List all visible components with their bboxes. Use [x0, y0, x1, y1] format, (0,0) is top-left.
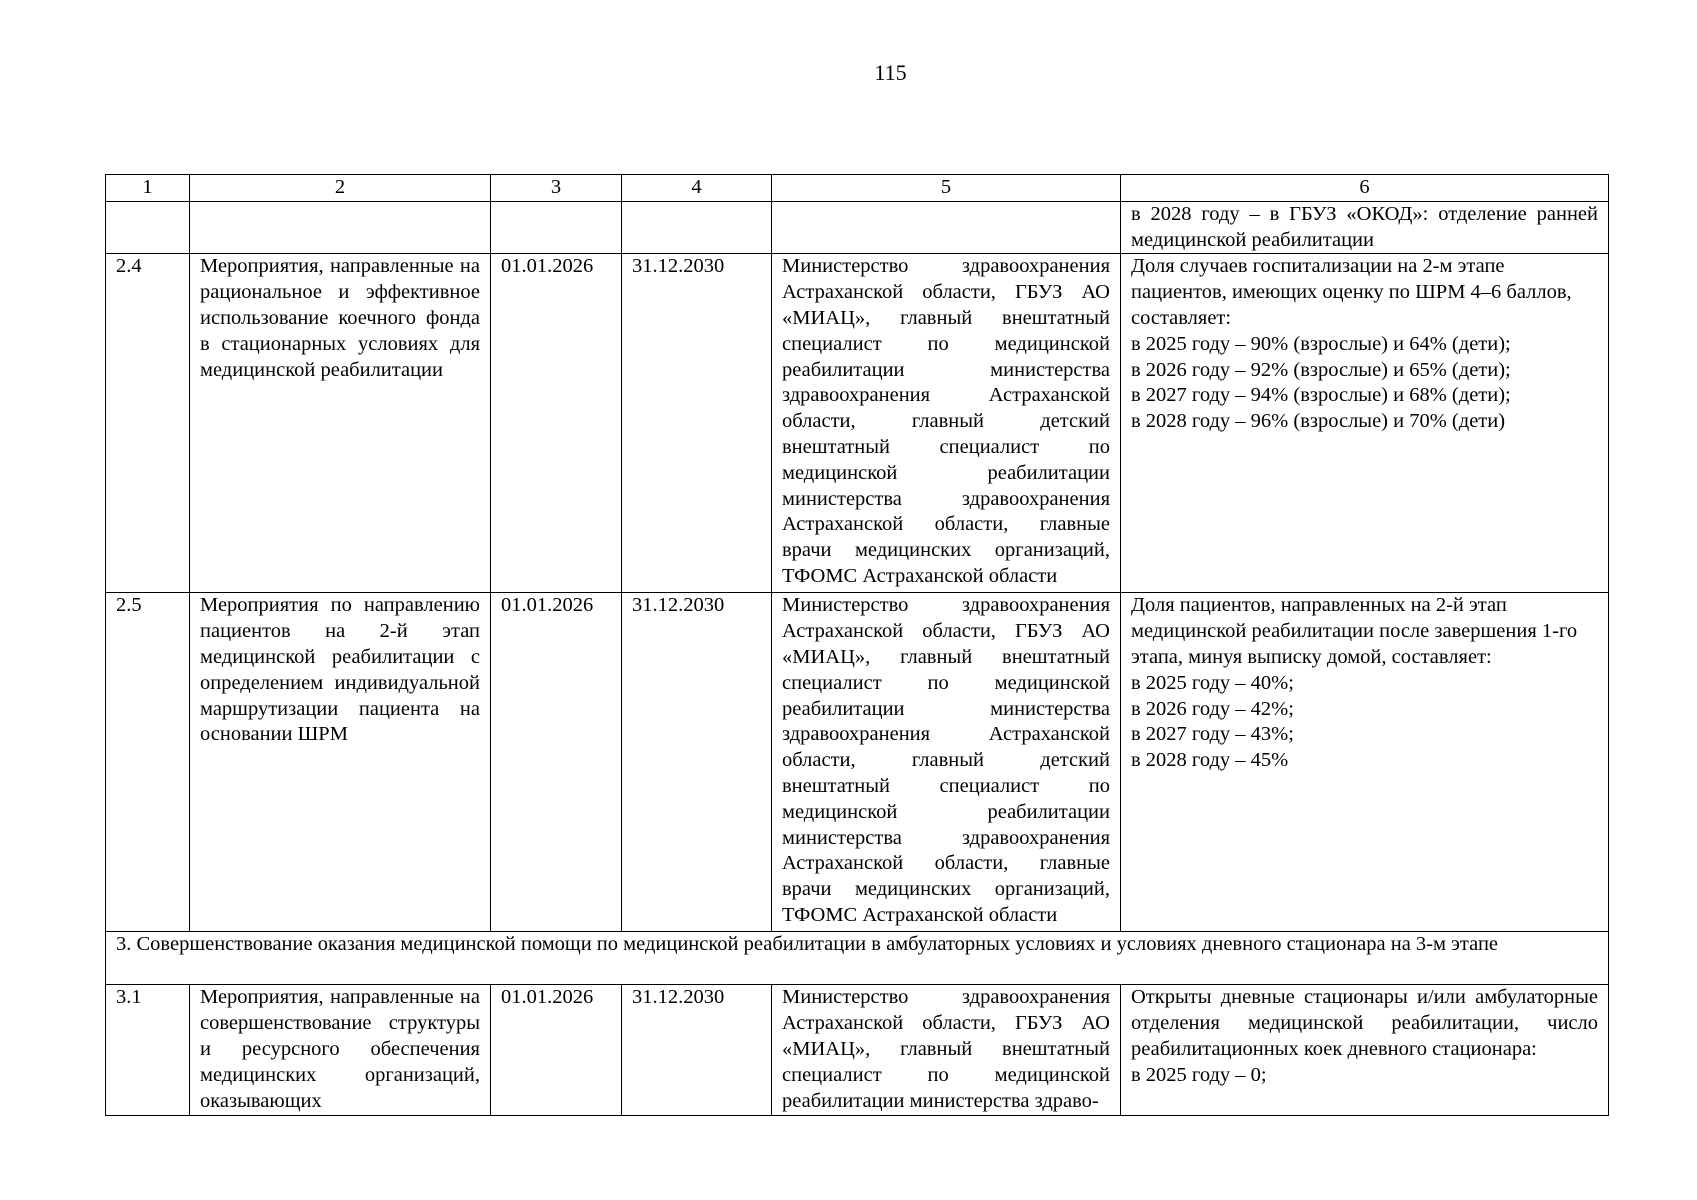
- row-result: Доля случаев госпитализации на 2-м этапе пациентов, имеющих оценку по ШРМ 4–6 баллов, составляет: в 2025 году – 90% (взрослые) и 64% (дети); в 2026 году – 92% (взрослые) и 65% (дети); в 2027 году – 94% (взрослые) и 68% (дети); в 2028 году – 96% (взрослые) и 70% (дети): [1121, 254, 1609, 593]
- row-event: Мероприятия, направленные на рациональное и эффективное использование коечного фонда в стационарных условиях для медицинской реабилитации: [190, 254, 491, 593]
- header-cell-4: 4: [622, 175, 772, 202]
- row-end-date: 31.12.2030: [622, 254, 772, 593]
- row-number: 2.5: [106, 593, 190, 932]
- row-result: Открыты дневные стационары и/или амбулаторные отделения медицинской реабилитации, число реабилитационных коек дневного стационара: в 2025 году – 0;: [1121, 985, 1609, 1116]
- continuation-result: в 2028 году – в ГБУЗ «ОКОД»: отделение ранней медицинской реабилитации: [1121, 201, 1609, 254]
- header-cell-2: 2: [190, 175, 491, 202]
- row-number: 3.1: [106, 985, 190, 1116]
- row-responsible: Министерство здравоохранения Астраханской области, ГБУЗ АО «МИАЦ», главный внештатный специалист по медицинской реабилитации министерства здравоохранения Астраханской области, главный детский внештатный специалист по медицинской реабилитации министерства здравоохранения Астраханской области, главные врачи медицинских организаций, ТФОМС Астраханской области: [772, 254, 1121, 593]
- row-number: 2.4: [106, 254, 190, 593]
- plan-table: [105, 174, 1609, 1116]
- row-end-date: 31.12.2030: [622, 985, 772, 1116]
- page-number: 115: [874, 60, 907, 85]
- row-responsible: Министерство здравоохранения Астраханской области, ГБУЗ АО «МИАЦ», главный внештатный специалист по медицинской реабилитации министерства здравоохранения Астраханской области, главный детский внештатный специалист по медицинской реабилитации министерства здравоохранения Астраханской области, главные врачи медицинских организаций, ТФОМС Астраханской области: [772, 593, 1121, 932]
- table-row: [106, 985, 1609, 1116]
- header-cell-1: 1: [106, 175, 190, 202]
- header-cell-3: 3: [491, 175, 622, 202]
- header-cell-5: 5: [772, 175, 1121, 202]
- row-start-date: 01.01.2026: [491, 985, 622, 1116]
- row-responsible: Министерство здравоохранения Астраханской области, ГБУЗ АО «МИАЦ», главный внештатный специалист по медицинской реабилитации министерства здраво-: [772, 985, 1121, 1116]
- header-cell-6: 6: [1121, 175, 1609, 202]
- row-end-date: 31.12.2030: [622, 593, 772, 932]
- table-row: [106, 593, 1609, 932]
- row-event: Мероприятия по направлению пациентов на 2-й этап медицинской реабилитации с определением индивидуальной маршрутизации пациента на основании ШРМ: [190, 593, 491, 932]
- table-row: [106, 254, 1609, 593]
- section-row: [106, 932, 1609, 985]
- row-start-date: 01.01.2026: [491, 593, 622, 932]
- row-result: Доля пациентов, направленных на 2-й этап медицинской реабилитации после завершения 1-го этапа, минуя выписку домой, составляет: в 2025 году – 40%; в 2026 году – 42%; в 2027 году – 43%; в 2028 году – 45%: [1121, 593, 1609, 932]
- continuation-row: [106, 201, 1609, 254]
- row-start-date: 01.01.2026: [491, 254, 622, 593]
- row-event: Мероприятия, направленные на совершенствование структуры и ресурсного обеспечения медицинских организаций, оказывающих: [190, 985, 491, 1116]
- section-3-title: 3. Совершенствование оказания медицинской помощи по медицинской реабилитации в амбулаторных условиях и условиях дневного стационара на 3-м этапе: [106, 932, 1609, 985]
- header-row: [106, 175, 1609, 202]
